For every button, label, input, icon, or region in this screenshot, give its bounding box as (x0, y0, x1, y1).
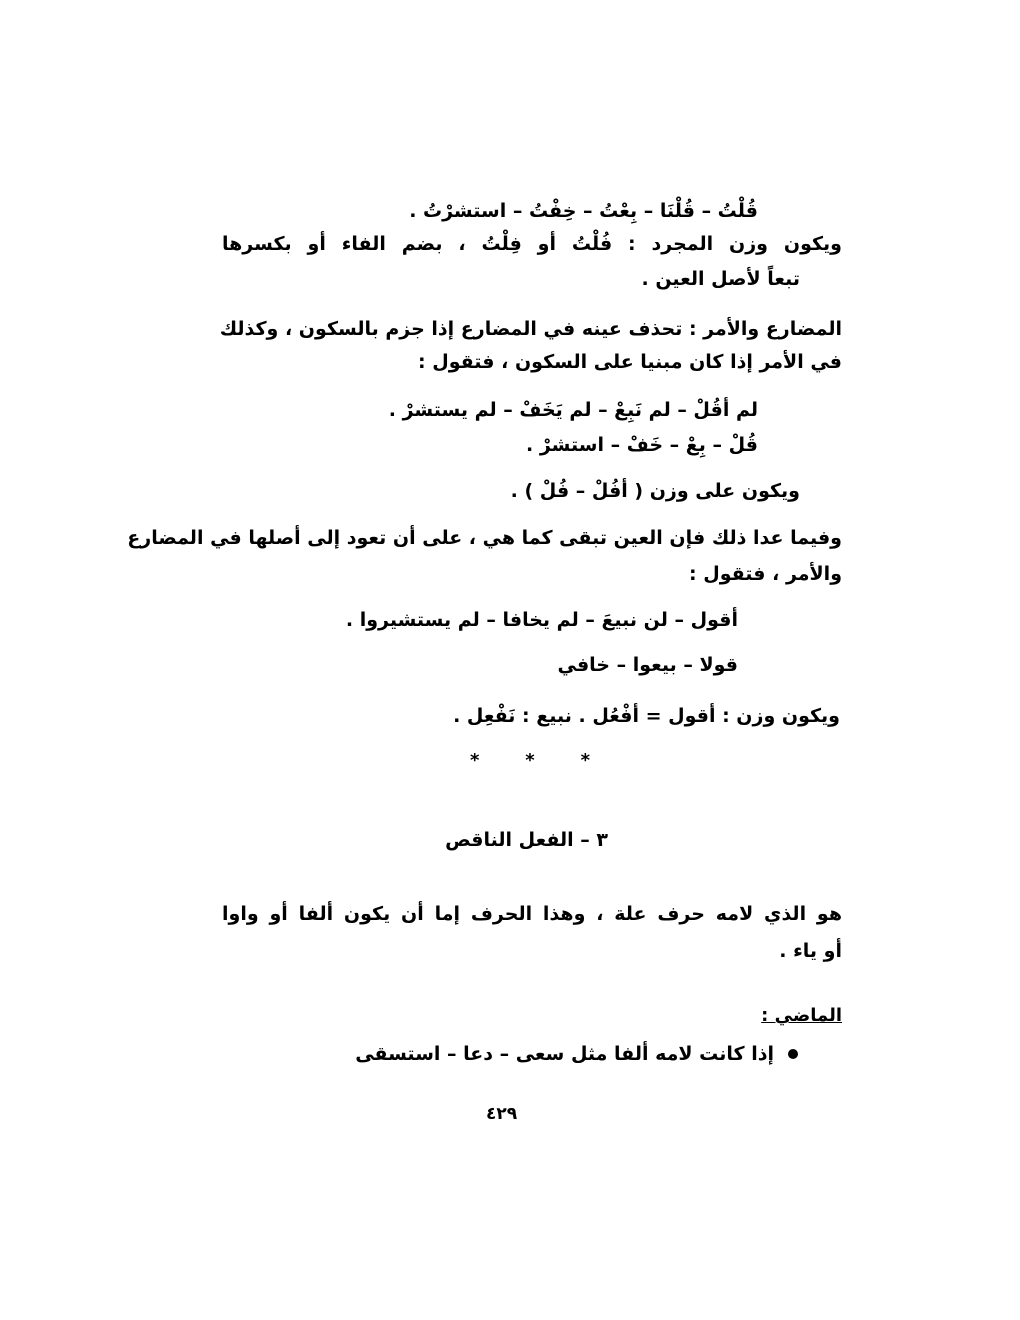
subheading-past: الماضي : (761, 1005, 842, 1026)
star-icon: * (470, 750, 480, 771)
text-line-bare-weight: ويكون وزن المجرد : فُلْتُ أو فِلْتُ ، بضم الفاء أو بكسرها (222, 233, 842, 255)
text-line-weight-afl: ويكون على وزن ( أفُلْ – فُلْ ) . (510, 480, 800, 502)
example-present-forms: أقول – لن نبيعَ – لم يخافا – لم يستشيروا . (345, 609, 738, 631)
star-icon: * (580, 750, 590, 771)
section-separator (470, 750, 590, 771)
paragraph-otherwise-line-1: وفيما عدا ذلك فإن العين تبقى كما هي ، على أن تعود إلى أصلها في المضارع (127, 527, 842, 549)
text-line-weight-afal: ويكون وزن : أقول = أفْعُل . نبيع : نَفْعِل . (453, 705, 840, 727)
example-jussive-forms: لم أقُلْ – لم نَبِعْ – لم يَخَفْ – لم يستشرْ . (388, 399, 758, 421)
star-icon: * (525, 750, 535, 771)
paragraph-definition-line-2: أو ياء . (779, 940, 842, 962)
text-line-past-forms: قُلْتُ – قُلْنَا – بِعْتُ – خِفْتُ – استشرْتُ . (409, 200, 758, 222)
section-heading-defective-verb: ٣ – الفعل الناقص (445, 829, 608, 851)
paragraph-present-imperative-line-1: المضارع والأمر : تحذف عينه في المضارع إذا جزم بالسكون ، وكذلك (219, 318, 842, 340)
text-line-origin-note: تبعاً لأصل العين . (641, 268, 800, 290)
bullet-item-alif-lam (355, 1040, 798, 1068)
page-number: ٤٢٩ (486, 1104, 518, 1124)
bullet-icon (788, 1049, 798, 1059)
example-imperative-dual-plural: قولا – بيعوا – خافي (557, 654, 738, 676)
bullet-text: إذا كانت لامه ألفا مثل سعى – دعا – استسقى (355, 1043, 774, 1065)
example-imperative-forms: قُلْ – بِعْ – خَفْ – استشرْ . (526, 434, 758, 456)
paragraph-present-imperative-line-2: في الأمر إذا كان مبنيا على السكون ، فتقول : (418, 351, 842, 373)
paragraph-otherwise-line-2: والأمر ، فتقول : (689, 563, 842, 585)
paragraph-definition-line-1: هو الذي لامه حرف علة ، وهذا الحرف إما أن يكون ألفا أو واوا (222, 903, 842, 925)
